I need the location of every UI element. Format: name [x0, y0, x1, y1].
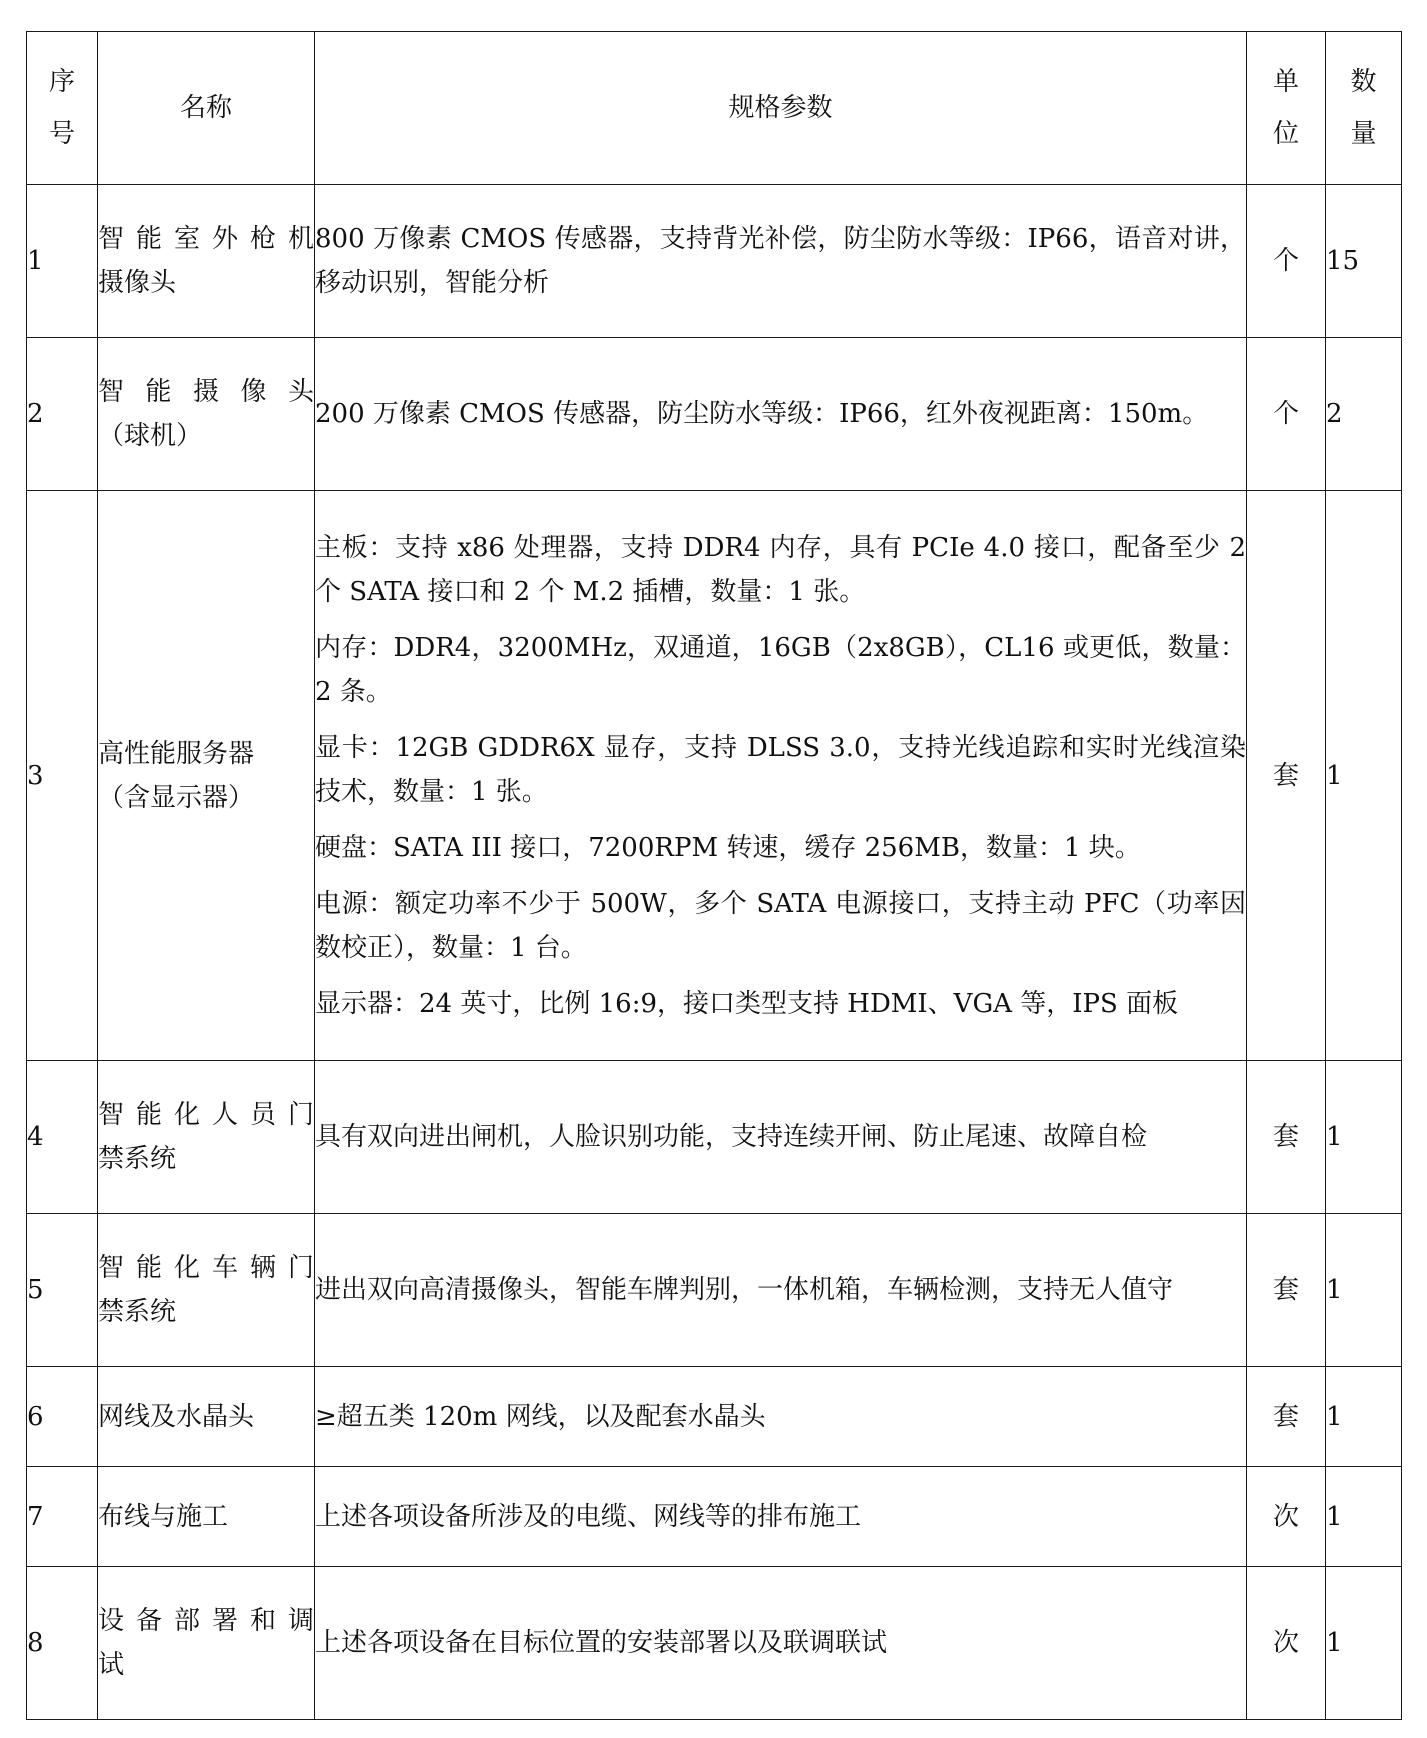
item-name-line: 设备部署和调: [98, 1606, 314, 1636]
item-quantity: 1: [1326, 1214, 1402, 1367]
equipment-spec-table: [26, 31, 1402, 1720]
item-quantity: 1: [1326, 491, 1402, 1061]
item-name-line: 智能化人员门: [98, 1100, 314, 1130]
spec-paragraph: ≥超五类 120m 网线，以及配套水晶头: [315, 1401, 766, 1432]
item-name-line: 禁系统: [98, 1297, 177, 1327]
table-row: [27, 1214, 1402, 1367]
header-row: [27, 32, 1402, 185]
item-quantity: 15: [1326, 185, 1402, 338]
row-number: 4: [27, 1061, 98, 1214]
spec-paragraph: 硬盘：SATA III 接口，7200RPM 转速，缓存 256MB，数量：1 块。: [315, 832, 1141, 863]
item-unit: 个: [1247, 338, 1326, 491]
spec-paragraph: 上述各项设备所涉及的电缆、网线等的排布施工: [315, 1501, 862, 1532]
item-quantity: 1: [1326, 1467, 1402, 1567]
spec-paragraph: 电源：额定功率不少于 500W，多个 SATA 电源接口，支持主动 PFC（功率因数校正），数量：1 台。: [315, 888, 1246, 963]
item-spec: [315, 338, 1247, 491]
item-name-line: 试: [98, 1650, 125, 1680]
item-unit: 套: [1247, 491, 1326, 1061]
item-name-line: 智能化车辆门: [98, 1253, 314, 1283]
spec-paragraph: 显卡：12GB GDDR6X 显存，支持 DLSS 3.0，支持光线追踪和实时光线渲染技术，数量：1 张。: [315, 732, 1246, 807]
item-quantity: 1: [1326, 1061, 1402, 1214]
item-spec: [315, 185, 1247, 338]
item-spec: [315, 491, 1247, 1061]
row-number: 8: [27, 1567, 98, 1720]
table-body: [27, 185, 1402, 1720]
row-number: 7: [27, 1467, 98, 1567]
spec-paragraph: 200 万像素 CMOS 传感器，防尘防水等级：IP66，红外夜视距离：150m。: [315, 399, 1209, 429]
table-row: [27, 1567, 1402, 1720]
header-no: 序 号: [27, 32, 98, 185]
item-spec: [315, 1214, 1247, 1367]
table-row: [27, 338, 1402, 491]
item-name-line: 网线及水晶头: [98, 1401, 255, 1432]
row-number: 3: [27, 491, 98, 1061]
item-name-line: 高性能服务器: [98, 738, 255, 769]
row-number: 2: [27, 338, 98, 491]
table-row: [27, 1467, 1402, 1567]
item-name: [98, 1061, 315, 1214]
row-number: 1: [27, 185, 98, 338]
spec-paragraph: 进出双向高清摄像头，智能车牌判别，一体机箱，车辆检测，支持无人值守: [315, 1275, 1174, 1305]
item-unit: 套: [1247, 1061, 1326, 1214]
item-name-line: 布线与施工: [98, 1501, 229, 1532]
item-name: [98, 338, 315, 491]
item-name: [98, 491, 315, 1061]
item-quantity: 2: [1326, 338, 1402, 491]
item-spec: [315, 1467, 1247, 1567]
item-spec: [315, 1567, 1247, 1720]
table-row: [27, 185, 1402, 338]
table-row: [27, 1367, 1402, 1467]
item-name: [98, 1367, 315, 1467]
item-name-line: （球机）: [98, 421, 203, 451]
item-name: [98, 1567, 315, 1720]
item-name: [98, 1214, 315, 1367]
item-name-line: 智能室外枪机: [98, 224, 314, 254]
spec-paragraph: 具有双向进出闸机，人脸识别功能，支持连续开闸、防止尾速、故障自检: [315, 1122, 1148, 1152]
item-spec: [315, 1061, 1247, 1214]
item-unit: 套: [1247, 1214, 1326, 1367]
item-quantity: 1: [1326, 1367, 1402, 1467]
item-unit: 次: [1247, 1567, 1326, 1720]
table-row: [27, 491, 1402, 1061]
item-name-line: 智能摄像头: [98, 377, 314, 407]
header-unit: 单 位: [1247, 32, 1326, 185]
spec-paragraph: 800 万像素 CMOS 传感器，支持背光补偿，防尘防水等级：IP66，语音对讲，移动识别，智能分析: [315, 224, 1246, 298]
table-row: [27, 1061, 1402, 1214]
item-name: [98, 1467, 315, 1567]
row-number: 6: [27, 1367, 98, 1467]
item-name: [98, 185, 315, 338]
spec-paragraph: 主板：支持 x86 处理器，支持 DDR4 内存，具有 PCIe 4.0 接口，配备至少 2 个 SATA 接口和 2 个 M.2 插槽，数量：1 张。: [315, 532, 1246, 607]
header-spec: 规格参数: [315, 32, 1247, 185]
row-number: 5: [27, 1214, 98, 1367]
item-name-line: （含显示器）: [98, 782, 255, 813]
spec-paragraph: 上述各项设备在目标位置的安装部署以及联调联试: [315, 1628, 888, 1658]
item-unit: 个: [1247, 185, 1326, 338]
spec-paragraph: 内存：DDR4，3200MHz，双通道，16GB（2x8GB），CL16 或更低，数量：2 条。: [315, 632, 1246, 707]
item-unit: 套: [1247, 1367, 1326, 1467]
spec-paragraph: 显示器：24 英寸，比例 16:9，接口类型支持 HDMI、VGA 等，IPS 面板: [315, 988, 1179, 1019]
header-name: 名称: [98, 32, 315, 185]
item-unit: 次: [1247, 1467, 1326, 1567]
item-spec: [315, 1367, 1247, 1467]
item-name-line: 禁系统: [98, 1144, 177, 1174]
item-name-line: 摄像头: [98, 268, 177, 298]
item-quantity: 1: [1326, 1567, 1402, 1720]
header-qty: 数 量: [1326, 32, 1402, 185]
